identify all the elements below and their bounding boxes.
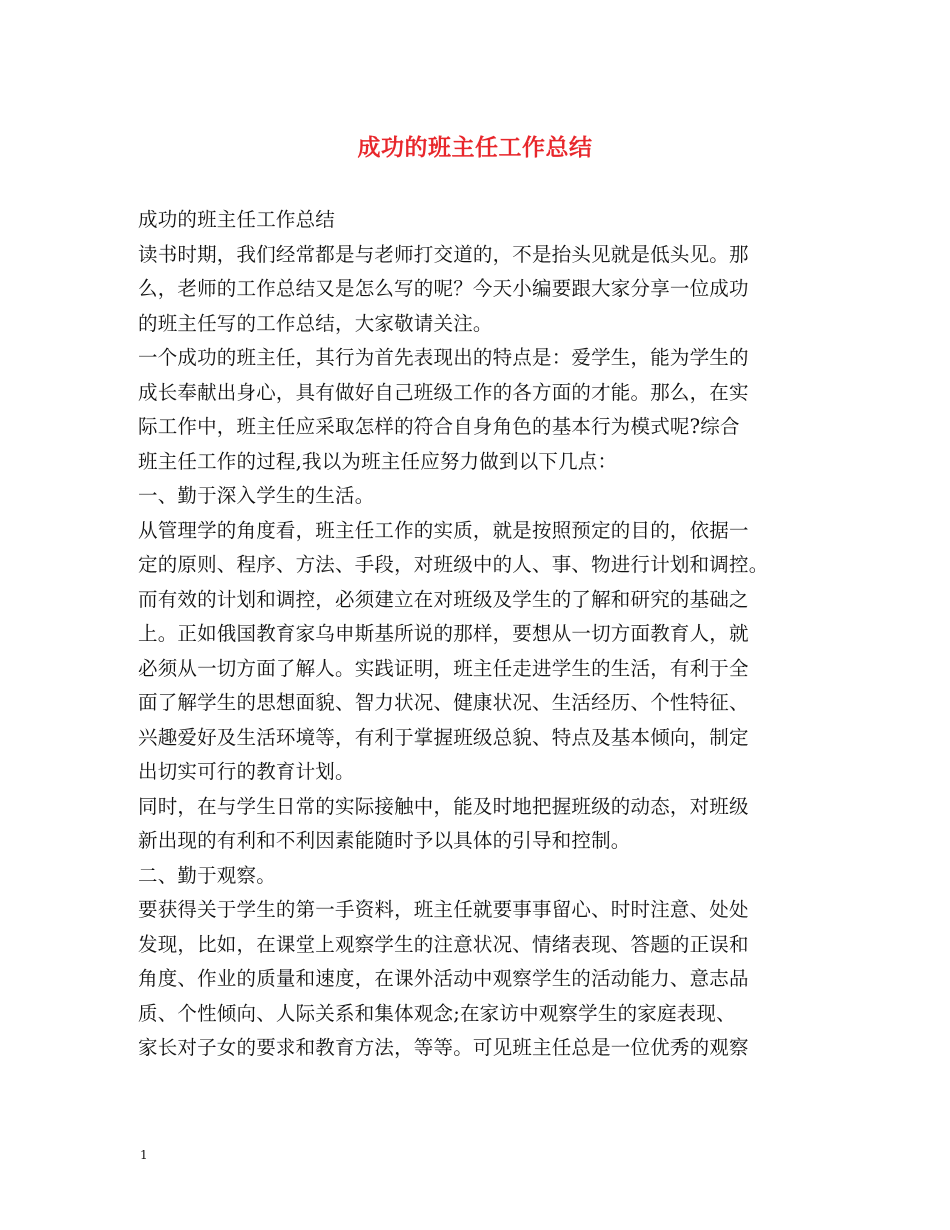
- text-line: 必须从一切方面了解人。实践证明，班主任走进学生的生活，有利于全: [138, 656, 749, 680]
- text-line: 角度、作业的质量和速度，在课外活动中观察学生的活动能力、意志品: [138, 967, 749, 990]
- text-line: 读书时期，我们经常都是与老师打交道的，不是抬头见就是低头见。那: [138, 242, 749, 266]
- text-line: 的班主任写的工作总结，大家敬请关注。: [138, 311, 493, 335]
- text-line: 新出现的有利和不利因素能随时予以具体的引导和控制。: [138, 829, 631, 852]
- text-line: 而有效的计划和调控，必须建立在对班级及学生的了解和研究的基础之: [138, 587, 749, 611]
- page-number: 1: [140, 1148, 148, 1162]
- text-line: 质、个性倾向、人际关系和集体观念;在家访中观察学生的家庭表现、: [138, 1001, 736, 1025]
- text-line: 家长对子女的要求和教育方法，等等。可见班主任总是一位优秀的观察: [138, 1036, 749, 1059]
- text-line: 同时，在与学生日常的实际接触中，能及时地把握班级的动态，对班级: [138, 794, 749, 818]
- text-line: 兴趣爱好及生活环境等，有利于掌握班级总貌、特点及基本倾向，制定: [138, 725, 749, 749]
- text-line: 要获得关于学生的第一手资料，班主任就要事事留心、时时注意、处处: [138, 898, 749, 921]
- text-line: 成功的班主任工作总结: [138, 208, 336, 231]
- text-line: 出切实可行的教育计划。: [138, 760, 355, 783]
- text-line: 际工作中，班主任应采取怎样的符合自身角色的基本行为模式呢?综合: [138, 415, 740, 438]
- text-line: 么，老师的工作总结又是怎么写的呢？今天小编要跟大家分享一位成功: [138, 277, 749, 300]
- text-line: 定的原则、程序、方法、手段，对班级中的人、事、物进行计划和调控。: [138, 553, 769, 576]
- section-heading: 一、勤于深入学生的生活。: [138, 484, 375, 507]
- text-line: 上。正如俄国教育家乌申斯基所说的那样，要想从一切方面教育人，就: [138, 622, 749, 645]
- text-line: 班主任工作的过程,我以为班主任应努力做到以下几点：: [138, 449, 618, 473]
- document-body: [138, 203, 818, 1066]
- document-title: 成功的班主任工作总结: [357, 134, 593, 161]
- section-heading: 二、勤于观察。: [138, 863, 276, 887]
- text-line: 面了解学生的思想面貌、智力状况、健康状况、生活经历、个性特征、: [138, 691, 749, 714]
- text-line: 从管理学的角度看，班主任工作的实质，就是按照预定的目的，依据一: [138, 518, 749, 542]
- text-line: 发现，比如，在课堂上观察学生的注意状况、情绪表现、答题的正误和: [138, 932, 749, 956]
- text-line: 一个成功的班主任，其行为首先表现出的特点是：爱学生，能为学生的: [138, 346, 749, 369]
- text-line: 成长奉献出身心，具有做好自己班级工作的各方面的才能。那么，在实: [138, 380, 749, 404]
